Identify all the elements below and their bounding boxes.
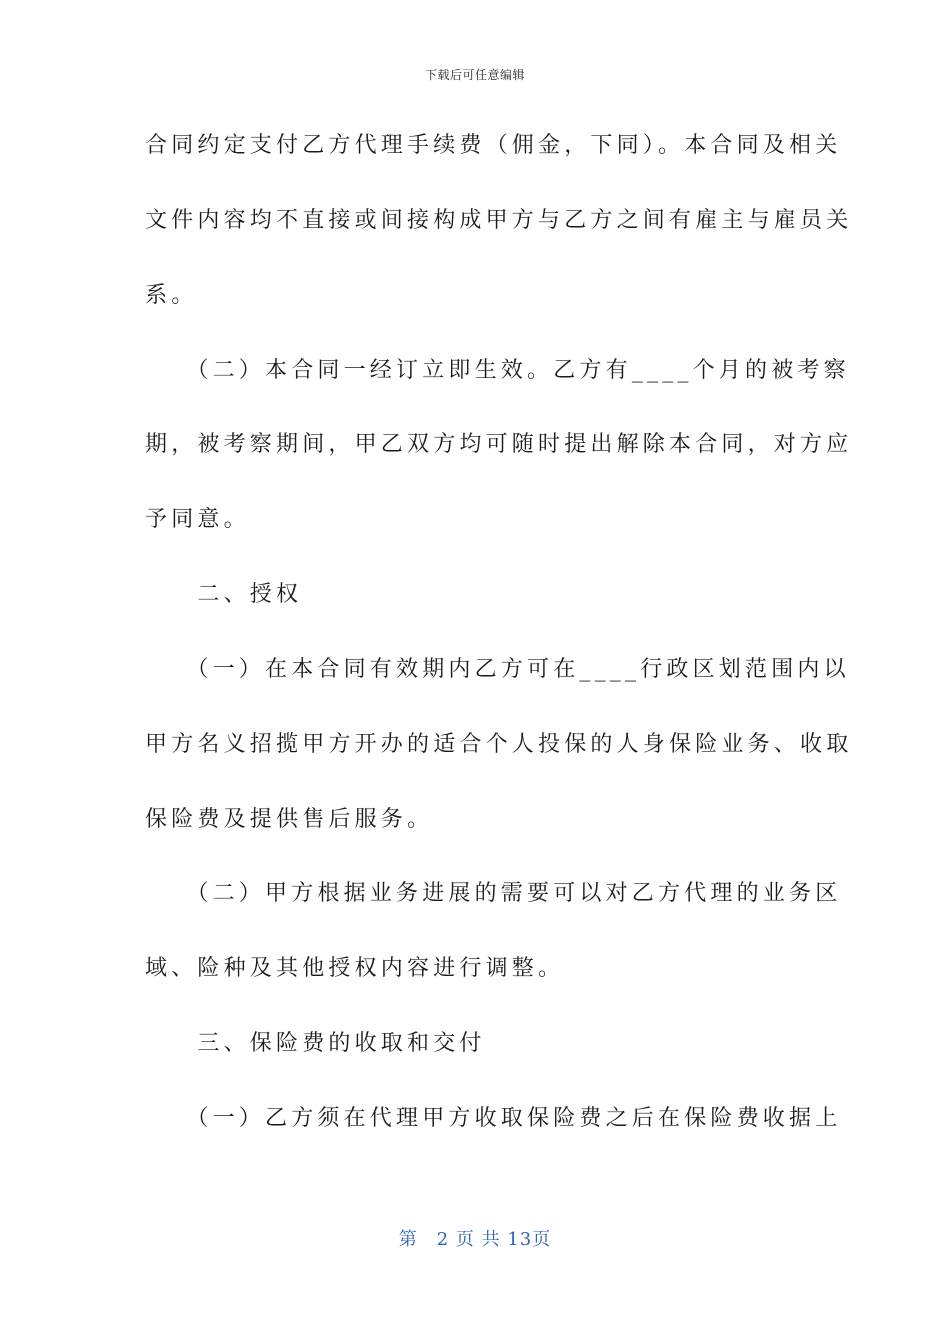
page-number: 第 2 页 共 13页 (398, 1229, 552, 1250)
body-line: 域、险种及其他授权内容进行调整。 (145, 956, 565, 981)
body-line: 保险费及提供售后服务。 (145, 807, 434, 832)
section-heading: 二、授权 (145, 582, 303, 607)
body-line: 甲方名义招揽甲方开办的适合个人投保的人身保险业务、收取 (145, 732, 853, 757)
body-line: （一）在本合同有效期内乙方可在____行政区划范围内以 (145, 657, 850, 682)
body-line: （二）甲方根据业务进展的需要可以对乙方代理的业务区 (145, 881, 842, 906)
body-line: 期，被考察期间，甲乙双方均可随时提出解除本合同，对方应 (145, 432, 853, 457)
body-line: （一）乙方须在代理甲方收取保险费之后在保险费收据上 (145, 1106, 842, 1131)
section-heading: 三、保险费的收取和交付 (145, 1031, 486, 1056)
body-line: （二）本合同一经订立即生效。乙方有____个月的被考察 (145, 358, 850, 383)
body-line: 合同约定支付乙方代理手续费（佣金，下同）。本合同及相关 (145, 133, 842, 158)
body-line: 文件内容均不直接或间接构成甲方与乙方之间有雇主与雇员关 (145, 208, 853, 233)
body-line: 予同意。 (145, 507, 250, 532)
page-header: 下载后可任意编辑 (424, 68, 525, 82)
body-line: 系。 (145, 283, 198, 308)
